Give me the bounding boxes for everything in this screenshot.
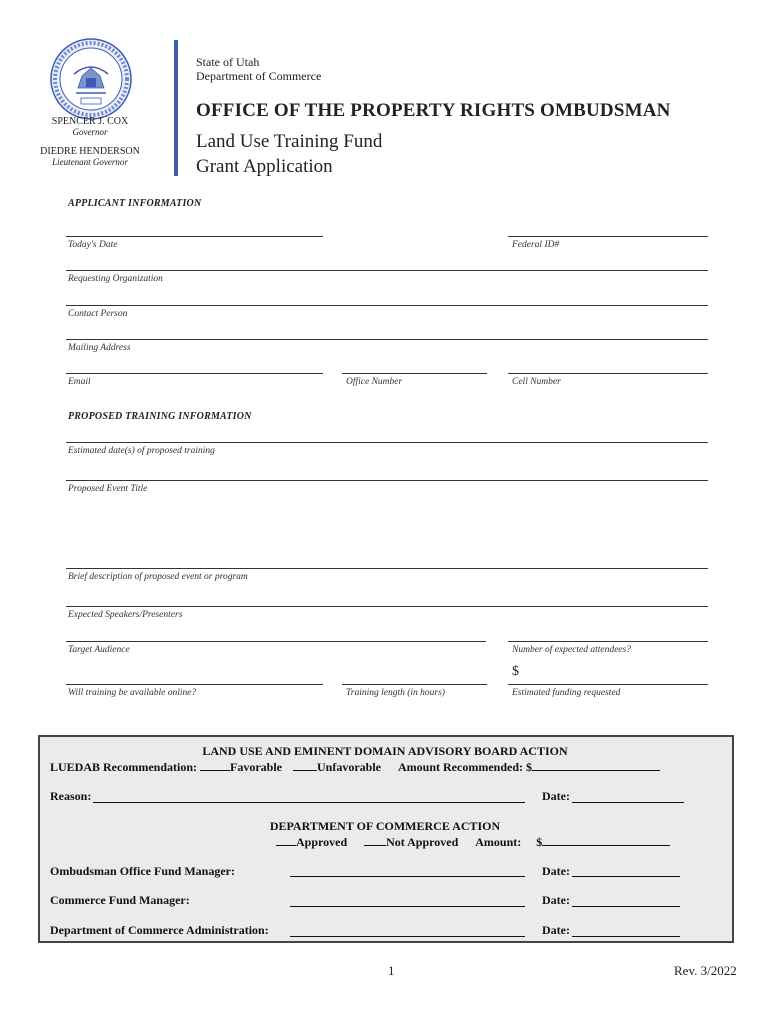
reason-label: Reason:	[50, 789, 92, 803]
administration-date-label: Date:	[542, 923, 570, 937]
approved-label: Approved	[296, 835, 348, 849]
mailing-address-field[interactable]	[66, 339, 708, 340]
amount-label: Amount:	[475, 835, 522, 849]
online-field[interactable]	[66, 684, 323, 685]
brief-description-field[interactable]	[66, 568, 708, 569]
mailing-address-label: Mailing Address	[68, 343, 131, 353]
commerce-action-row	[276, 834, 670, 850]
funding-dollar-sign: $	[512, 664, 519, 679]
commerce-manager-label: Commerce Fund Manager:	[50, 893, 190, 907]
state-of-utah-seal-icon	[50, 38, 132, 120]
applicant-section-title: APPLICANT INFORMATION	[68, 198, 202, 209]
todays-date-label: Today's Date	[68, 240, 118, 250]
brief-description-label: Brief description of proposed event or program	[68, 572, 248, 582]
not-approved-checkbox[interactable]	[364, 834, 386, 846]
funding-label: Estimated funding requested	[512, 688, 621, 698]
amount-dollar-sign: $	[536, 835, 543, 849]
federal-id-label: Federal ID#	[512, 240, 560, 250]
email-label: Email	[68, 377, 91, 387]
estimated-dates-field[interactable]	[66, 442, 708, 443]
office-title: OFFICE OF THE PROPERTY RIGHTS OMBUDSMAN	[196, 100, 671, 121]
commerce-manager-signature-field[interactable]	[290, 906, 525, 907]
commerce-manager-date-field[interactable]	[572, 906, 680, 907]
funding-field[interactable]	[508, 684, 708, 685]
target-audience-field[interactable]	[66, 641, 486, 642]
header-divider	[174, 40, 178, 176]
lt-governor-name: DIEDRE HENDERSON	[40, 146, 140, 157]
event-title-field[interactable]	[66, 480, 708, 481]
commerce-action-title: DEPARTMENT OF COMMERCE ACTION	[269, 819, 501, 833]
department-name: Department of Commerce	[196, 69, 322, 83]
approved-checkbox[interactable]	[276, 834, 296, 846]
unfavorable-checkbox[interactable]	[293, 759, 317, 771]
email-field[interactable]	[66, 373, 323, 374]
revision-date: Rev. 3/2022	[674, 963, 737, 978]
form-subtitle-line1: Land Use Training Fund	[196, 131, 383, 152]
training-length-label: Training length (in hours)	[346, 688, 445, 698]
not-approved-label: Not Approved	[386, 835, 459, 849]
attendees-field[interactable]	[508, 641, 708, 642]
luedab-recommendation-row	[50, 759, 660, 775]
governor-title: Governor	[72, 127, 108, 137]
speakers-label: Expected Speakers/Presenters	[68, 610, 183, 620]
administration-date-field[interactable]	[572, 936, 680, 937]
unfavorable-label: Unfavorable	[317, 760, 381, 774]
amount-field[interactable]	[542, 834, 670, 846]
favorable-label: Favorable	[230, 760, 282, 774]
training-length-field[interactable]	[342, 684, 487, 685]
speakers-field[interactable]	[66, 606, 708, 607]
ombudsman-manager-signature-field[interactable]	[290, 876, 525, 877]
reason-date-label: Date:	[542, 789, 570, 803]
requesting-organization-field[interactable]	[66, 270, 708, 271]
office-number-field[interactable]	[342, 373, 487, 374]
page-number: 1	[388, 963, 395, 978]
todays-date-field[interactable]	[66, 236, 323, 237]
state-name: State of Utah	[196, 55, 260, 69]
lt-governor-title: Lieutenant Governor	[52, 157, 128, 167]
federal-id-field[interactable]	[508, 236, 708, 237]
board-action-title: LAND USE AND EMINENT DOMAIN ADVISORY BOARD ACTION	[202, 744, 568, 758]
cell-number-field[interactable]	[508, 373, 708, 374]
attendees-label: Number of expected attendees?	[512, 645, 631, 655]
form-subtitle-line2: Grant Application	[196, 156, 333, 177]
administration-label: Department of Commerce Administration:	[50, 923, 269, 937]
ombudsman-manager-label: Ombudsman Office Fund Manager:	[50, 864, 236, 878]
ombudsman-date-field[interactable]	[572, 876, 680, 877]
amount-recommended-field[interactable]	[532, 759, 660, 771]
target-audience-label: Target Audience	[68, 645, 130, 655]
reason-date-field[interactable]	[572, 802, 684, 803]
contact-person-field[interactable]	[66, 305, 708, 306]
ombudsman-date-label: Date:	[542, 864, 570, 878]
requesting-organization-label: Requesting Organization	[68, 274, 163, 284]
governor-name: SPENCER J. COX	[51, 116, 129, 127]
online-label: Will training be available online?	[68, 688, 197, 698]
reason-field[interactable]	[93, 802, 525, 803]
favorable-checkbox[interactable]	[200, 759, 230, 771]
contact-person-label: Contact Person	[68, 309, 128, 319]
office-number-label: Office Number	[346, 377, 403, 387]
training-section-title: PROPOSED TRAINING INFORMATION	[68, 411, 252, 422]
administration-signature-field[interactable]	[290, 936, 525, 937]
cell-number-label: Cell Number	[512, 377, 561, 387]
commerce-manager-date-label: Date:	[542, 893, 570, 907]
amount-recommended-label: Amount Recommended: $	[398, 760, 532, 774]
estimated-dates-label: Estimated date(s) of proposed training	[68, 446, 215, 456]
luedab-recommendation-label: LUEDAB Recommendation:	[50, 760, 197, 774]
event-title-label: Proposed Event Title	[68, 484, 148, 494]
